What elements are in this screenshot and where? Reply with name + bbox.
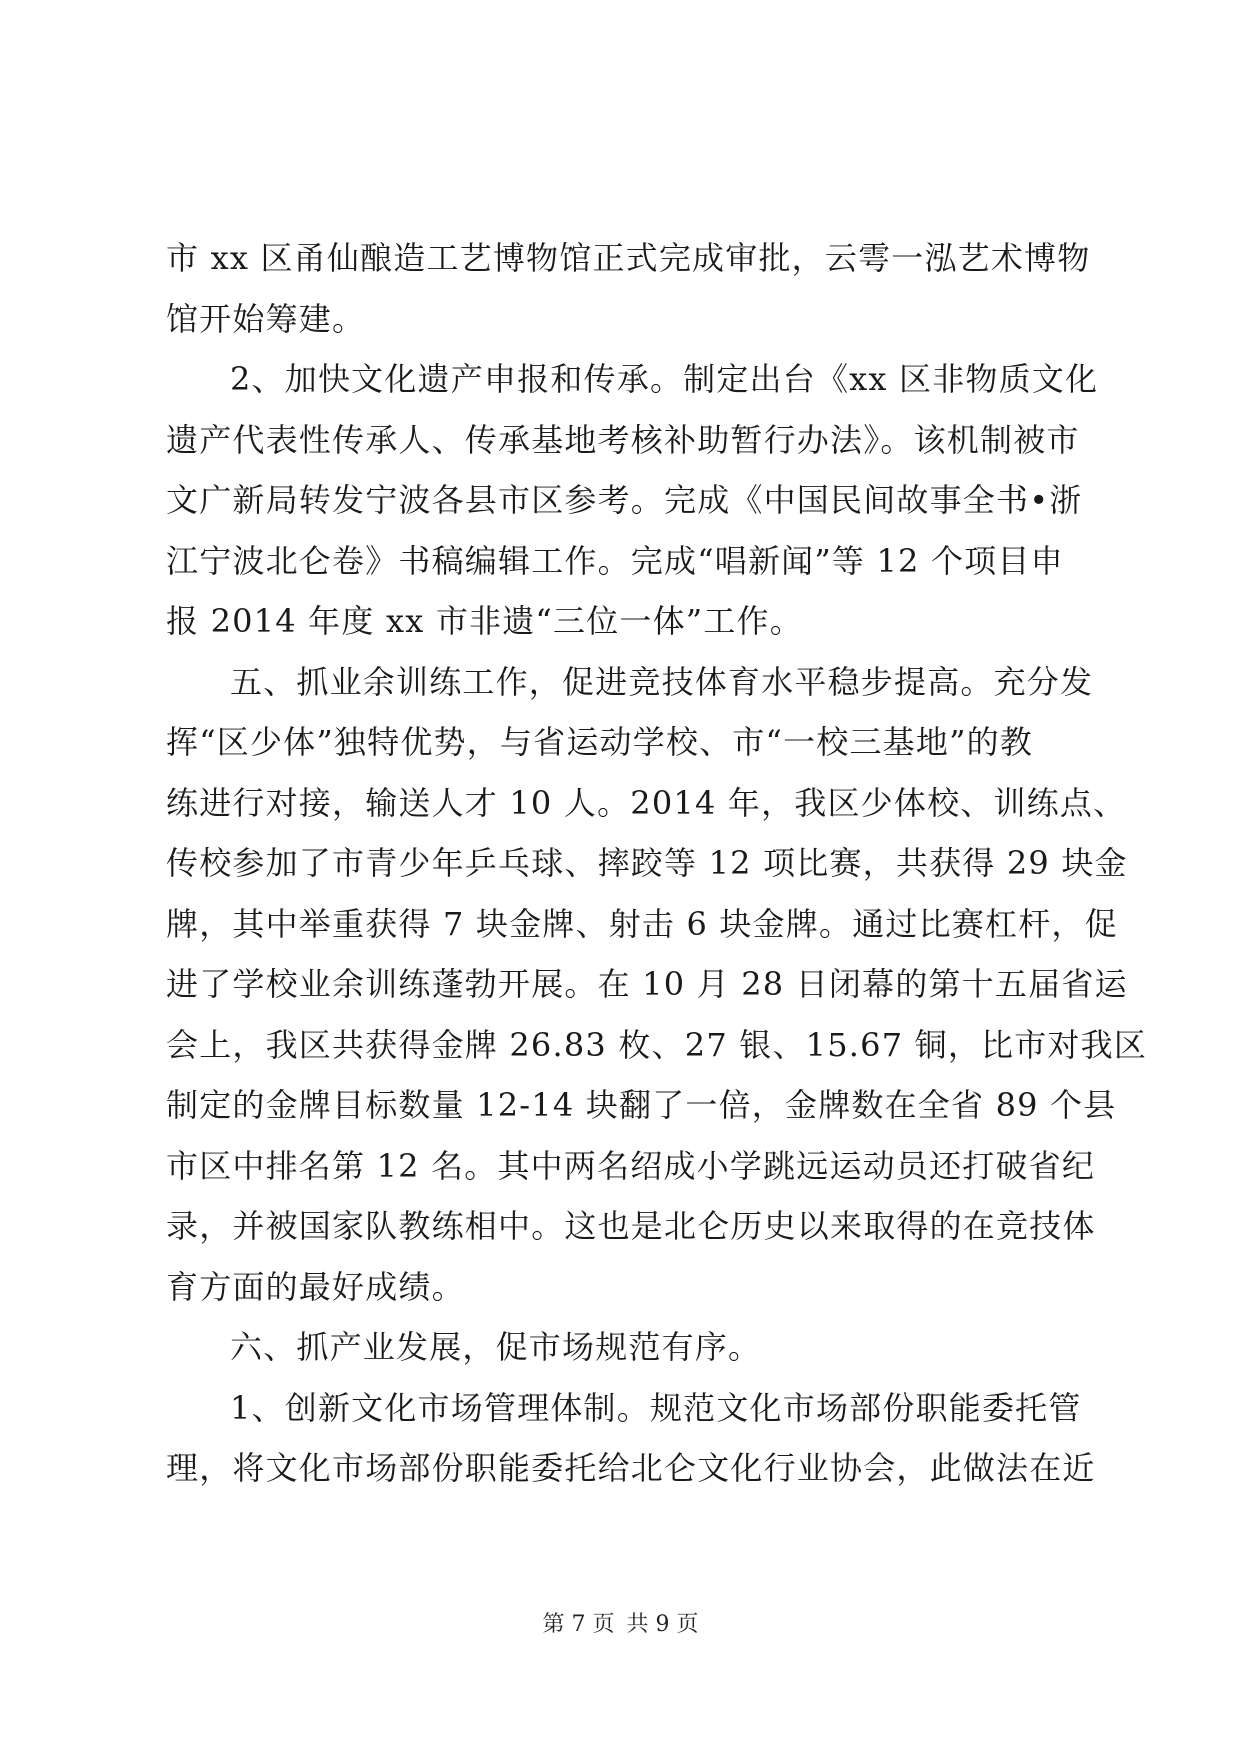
section-heading-line: 六、抓产业发展，促市场规范有序。 [230,1328,762,1366]
text-line: 市区中排名第 12 名。其中两名绍成小学跳远运动员还打破省纪 [166,1146,1096,1185]
text-line: 挥“区少体”独特优势，与省运动学校、市“一校三基地”的教 [166,723,1034,761]
page-total: 共 9 页 [626,1612,699,1637]
paragraph-start-line: 2、加快文化遗产申报和传承。制定出台《xx 区非物质文化 [230,360,1099,398]
text-line: 遗产代表性传承人、传承基地考核补助暂行办法》。该机制被市 [166,420,1080,459]
paragraph-start-line: 1、创新文化市场管理体制。规范文化市场部份职能委托管 [230,1388,1082,1427]
text-line: 会上，我区共获得金牌 26.83 枚、27 银、15.67 铜，比市对我区 [166,1025,1148,1064]
text-line: 文广新局转发宁波各县市区参考。完成《中国民间故事全书•浙 [166,481,1083,519]
text-line: 市 xx 区甬仙酿造工艺博物馆正式完成审批，云雩一泓艺术博物 [166,239,1091,277]
text-line: 制定的金牌目标数量 12-14 块翻了一倍，金牌数在全省 89 个县 [166,1086,1117,1124]
text-line: 练进行对接，输送人才 10 人。2014 年，我区少体校、训练点、 [166,783,1127,822]
text-line: 进了学校业余训练蓬勃开展。在 10 月 28 日闭幕的第十五届省运 [166,965,1128,1003]
text-line: 传校参加了市青少年乒乓球、摔跤等 12 项比赛，共获得 29 块金 [166,844,1128,882]
text-line: 牌，其中举重获得 7 块金牌、射击 6 块金牌。通过比赛杠杆，促 [166,904,1118,943]
text-line: 江宁波北仑卷》书稿编辑工作。完成“唱新闻”等 12 个项目申 [166,541,1064,580]
page-number: 第 7 页 [542,1612,615,1637]
section-heading-line: 五、抓业余训练工作，促进竞技体育水平稳步提高。充分发 [230,662,1094,701]
text-line: 报 2014 年度 xx 市非遗“三位一体”工作。 [166,602,803,640]
text-line: 理，将文化市场部份职能委托给北仑文化行业协会，此做法在近 [166,1449,1096,1487]
document-body [166,228,1148,1499]
text-line: 馆开始筹建。 [166,299,366,338]
text-line: 录，并被国家队教练相中。这也是北仑历史以来取得的在竞技体 [166,1207,1096,1245]
page-footer [0,1610,1241,1640]
text-line: 育方面的最好成绩。 [166,1267,465,1306]
